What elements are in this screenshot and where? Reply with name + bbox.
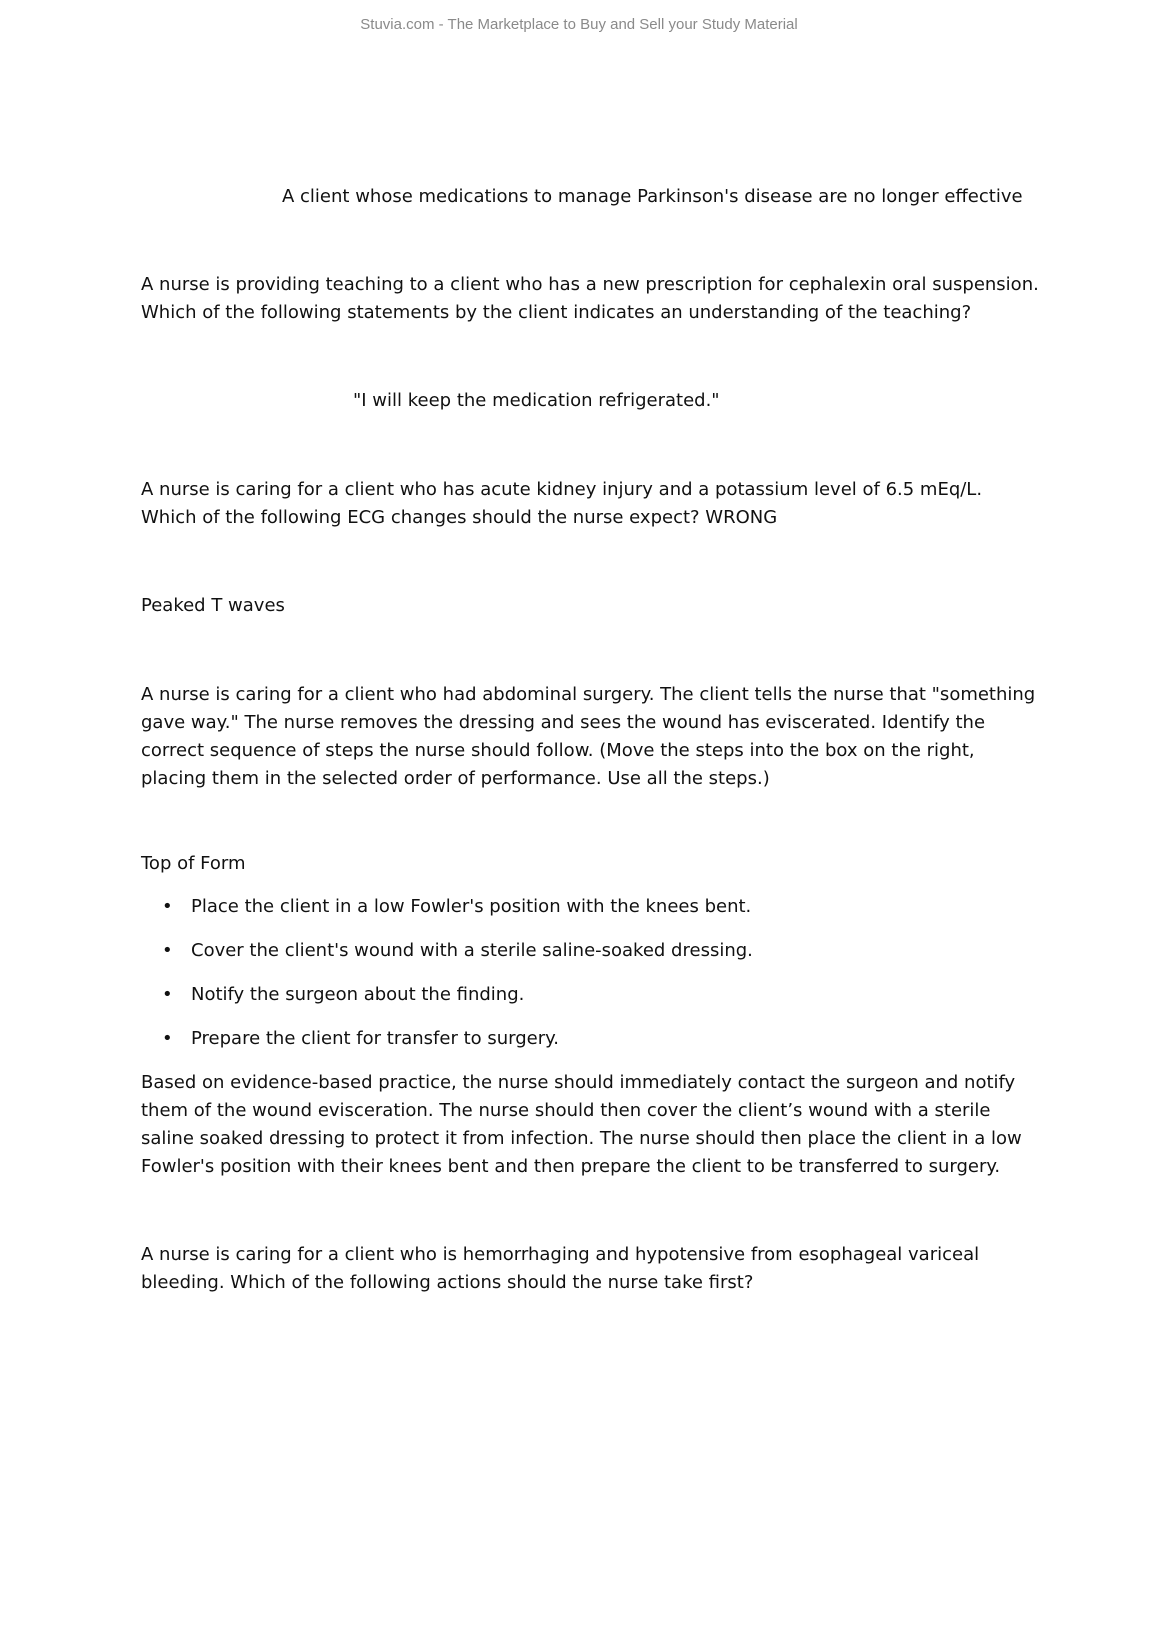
list-item — [141, 893, 1041, 937]
bullet-icon: • — [162, 1028, 173, 1049]
question-cephalexin: A nurse is providing teaching to a client who has a new prescription for cephalexin oral suspension. Which of the following statements by the client indicates an understanding of the teaching? — [141, 274, 1039, 323]
steps-list — [141, 893, 1041, 1069]
list-item — [141, 981, 1041, 1025]
step-text: Prepare the client for transfer to surgery. — [191, 1028, 559, 1049]
question-potassium: A nurse is caring for a client who has acute kidney injury and a potassium level of 6.5 mEq/L. Which of the following ECG changes should the nurse expect? WRONG — [141, 479, 983, 528]
question-variceal: A nurse is caring for a client who is hemorrhaging and hypotensive from esophageal variceal bleeding. Which of the following actions should the nurse take first? — [141, 1244, 980, 1293]
stuvia-watermark: Stuvia.com - The Marketplace to Buy and Sell your Study Material — [360, 16, 798, 33]
bullet-icon: • — [162, 940, 173, 961]
question-evisceration: A nurse is caring for a client who had abdominal surgery. The client tells the nurse that "something gave way." The nurse removes the dressing and sees the wound has eviscerated. Identify the correct sequence of steps the nurse should follow. (Move the steps into the box on the right, placing them in the selected order of performance. Use all the steps.) — [141, 684, 1036, 789]
answer-parkinsons: A client whose medications to manage Parkinson's disease are no longer effective — [282, 186, 1023, 207]
list-item — [141, 1025, 1041, 1069]
rationale-evisceration: Based on evidence-based practice, the nurse should immediately contact the surgeon and notify them of the wound evisceration. The nurse should then cover the client’s wound with a sterile saline soaked dressing to protect it from infection. The nurse should then place the client in a low Fowler's position with their knees bent and then prepare the client to be transferred to surgery. — [141, 1072, 1022, 1177]
step-text: Cover the client's wound with a sterile saline-soaked dressing. — [191, 940, 753, 961]
step-text: Place the client in a low Fowler's position with the knees bent. — [191, 896, 752, 917]
bullet-icon: • — [162, 896, 173, 917]
answer-potassium: Peaked T waves — [141, 595, 285, 616]
bullet-icon: • — [162, 984, 173, 1005]
answer-cephalexin: "I will keep the medication refrigerated." — [353, 390, 720, 411]
form-label: Top of Form — [141, 853, 246, 874]
list-item — [141, 937, 1041, 981]
step-text: Notify the surgeon about the finding. — [191, 984, 525, 1005]
